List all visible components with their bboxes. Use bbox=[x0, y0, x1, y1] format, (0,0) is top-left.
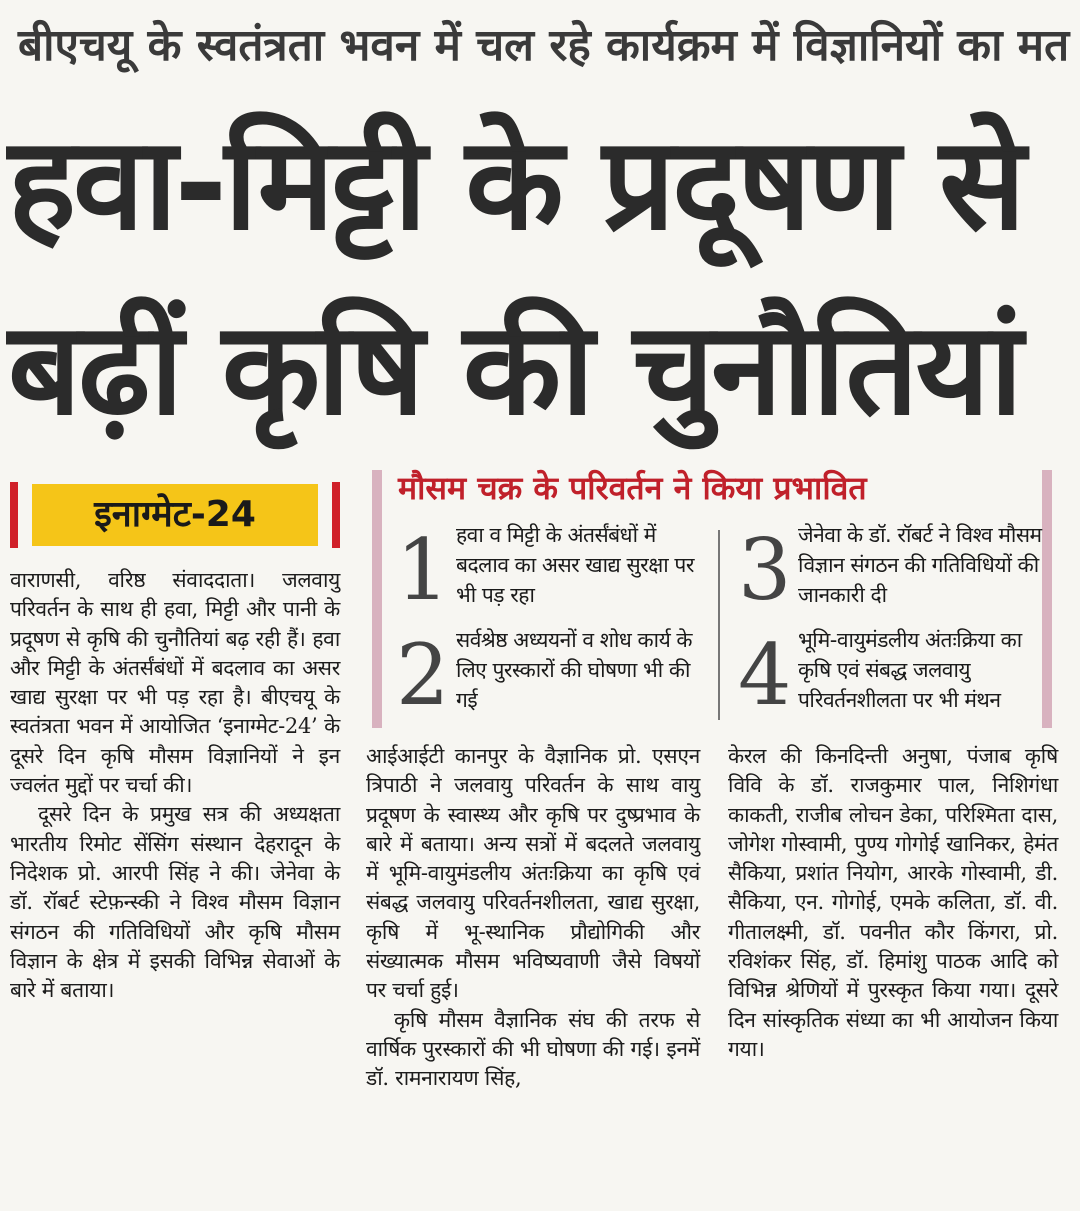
article-paragraph: वाराणसी, वरिष्ठ संवाददाता। जलवायु परिवर्तन के साथ ही हवा, मिट्टी और पानी के प्रदूषण से कृषि की चुनौतियां बढ़ रही हैं। हवा और मिट्टी के अंतर्संबंधों में बदलाव का असर खाद्य सुरक्षा पर भी पड़ रहा है। बीएचयू के स्वतंत्रता भवन में आयोजित ‘इनाग्मेट-24’ के दूसरे दिन कृषि मौसम विज्ञानियों ने इन ज्वलंत मुद्दों पर चर्चा की। bbox=[10, 568, 340, 798]
points-divider bbox=[718, 530, 720, 720]
sidebar-title: मौसम चक्र के परिवर्तन ने किया प्रभावित bbox=[398, 469, 867, 507]
point-text: हवा व मिट्टी के अंतर्संबंधों में बदलाव का असर खाद्य सुरक्षा पर भी पड़ रहा bbox=[456, 523, 694, 607]
point-number: 1 bbox=[396, 521, 450, 619]
sidebar-left-bar bbox=[372, 470, 382, 728]
article-paragraph: आईआईटी कानपुर के वैज्ञानिक प्रो. एसएन त्रिपाठी ने जलवायु परिवर्तन के साथ वायु प्रदूषण के स्वास्थ्य और कृषि पर दुष्प्रभाव के बारे में बताया। अन्य सत्रों में बदलते जलवायु में भूमि-वायुमंडलीय अंतःक्रिया का कृषि एवं संबद्ध जलवायु परिवर्तनशीलता, खाद्य सुरक्षा, कृषि में भू-स्थानिक प्रौद्योगिकी और संख्यात्मक मौसम भविष्यवाणी जैसे विषयों पर चर्चा हुई। bbox=[366, 744, 700, 1003]
point-number: 3 bbox=[738, 521, 792, 619]
headline-line-2: बढ़ीं कृषि की चुनौतियां bbox=[8, 295, 1020, 444]
tag-left-bar bbox=[10, 482, 18, 548]
point-text: भूमि-वायुमंडलीय अंतःक्रिया का कृषि एवं संबद्ध जलवायु परिवर्तनशीलता पर भी मंथन bbox=[798, 628, 1022, 712]
article-column-3 bbox=[728, 742, 1058, 1064]
kicker-headline: बीएचयू के स्वतंत्रता भवन में चल रहे कार्यक्रम में विज्ञानियों का मत bbox=[18, 20, 1070, 71]
article-paragraph: कृषि मौसम वैज्ञानिक संघ की तरफ से वार्षिक पुरस्कारों की भी घोषणा की गई। इनमें डॉ. रामनारायण सिंह, bbox=[366, 1007, 700, 1091]
point-number: 4 bbox=[738, 626, 792, 724]
article-paragraph: केरल की किनदिन्ती अनुषा, पंजाब कृषि विवि के डॉ. राजकुमार पाल, निशिगंधा काकती, राजीब लोचन डेका, परिश्मिता दास, जोगेश गोस्वामी, पुण्य गोगोई खानिकर, हेमंत सैकिया, प्रशांत नियोग, आरके गोस्वामी, डी. सैकिया, एन. गोगोई, एमके कलिता, डॉ. वी. गीतालक्ष्मी, डॉ. पवनीत कौर किंगरा, प्रो. रविशंकर सिंह, डॉ. हिमांशु पाठक आदि को विभिन्न श्रेणियों में पुरस्कृत किया गया। दूसरे दिन सांस्कृतिक संध्या का भी आयोजन किया गया। bbox=[728, 744, 1058, 1061]
tag-right-bar bbox=[332, 482, 340, 548]
article-paragraph: दूसरे दिन के प्रमुख सत्र की अध्यक्षता भारतीय रिमोट सेंसिंग संस्थान देहरादून के निदेशक प्रो. आरपी सिंह ने की। जेनेवा के डॉ. रॉबर्ट स्टेफ़न्स्की ने विश्व मौसम विज्ञान संगठन की गतिविधियों और कृषि मौसम विज्ञान के क्षेत्र में इसकी विभिन्न सेवाओं के बारे में बताया। bbox=[10, 802, 340, 1003]
article-column-1 bbox=[10, 566, 340, 1005]
headline-line-1: हवा-मिट्टी के प्रदूषण से bbox=[8, 110, 1023, 259]
point-number: 2 bbox=[396, 626, 450, 724]
point-text: सर्वश्रेष्ठ अध्ययनों व शोध कार्य के लिए पुरस्कारों की घोषणा भी की गई bbox=[456, 628, 693, 712]
event-tag bbox=[10, 482, 340, 548]
event-tag-label: इनाग्मेट-24 bbox=[32, 484, 318, 546]
article-column-2 bbox=[366, 742, 700, 1094]
point-text: जेनेवा के डॉ. रॉबर्ट ने विश्व मौसम विज्ञान संगठन की गतिविधियों की जानकारी दी bbox=[798, 523, 1042, 607]
